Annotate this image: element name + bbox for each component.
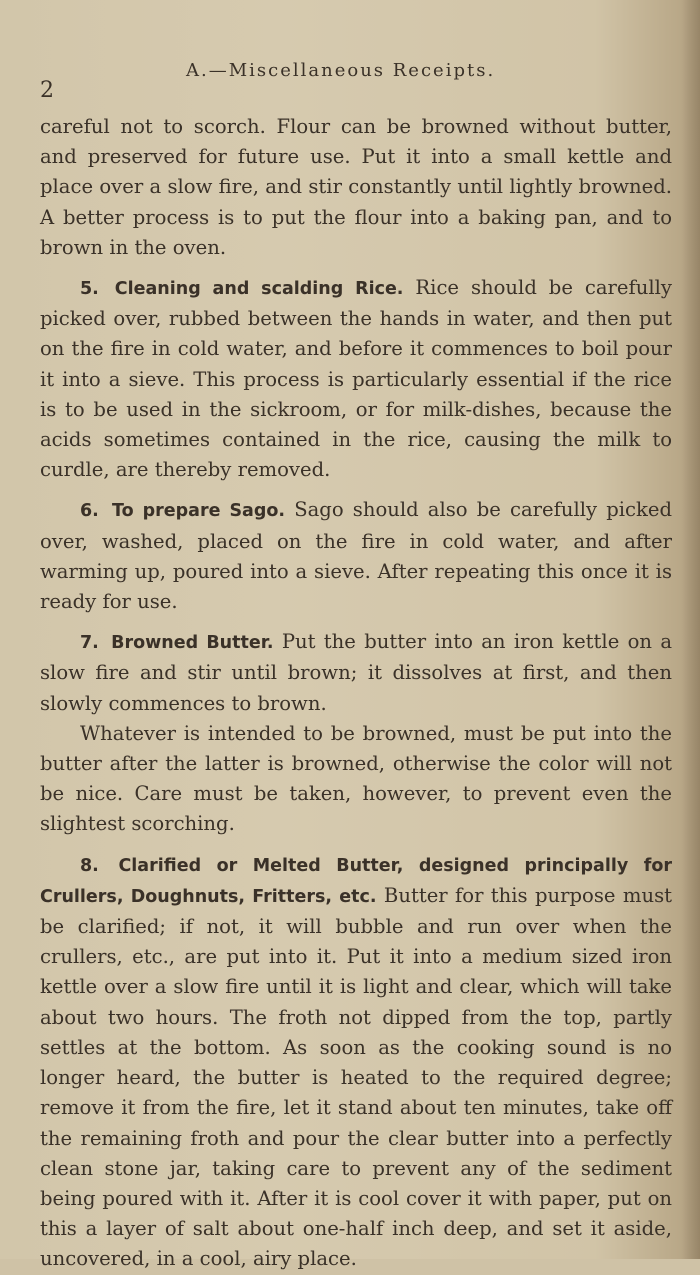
recipe-5-number: 5.: [80, 279, 99, 300]
recipe-5: [40, 273, 672, 485]
recipe-5-heading: Cleaning and scalding Rice.: [114, 279, 404, 300]
intro-paragraph: careful not to scorch. Flour can be browned without butter, and preserved for future use. Put it into a small kettle and place over a slow fire, and stir constantly until lightly browned. A better process is to put the flour into a baking pan, and to brown in the oven.: [40, 115, 672, 259]
recipe-5-text: Rice should be carefully picked over, rubbed between the hands in water, and then put on the fire in cold water, and before it commences to boil pour it into a sieve. This process is particularly essential if the rice is to be used in the sickroom, or for milk-dishes, because the acids sometimes contained in the rice, causing the milk to curdle, are thereby removed.: [40, 276, 672, 482]
recipe-7-text: Put the butter into an iron kettle on a slow fire and stir until brown; it dissolves at first, and then slowly commences to brown.: [40, 630, 672, 715]
recipe-7-continuation: Whatever is intended to be browned, must be put into the butter after the latter is browned, otherwise the color will not be nice. Care must be taken, however, to prevent even the slightest scorching.: [40, 721, 672, 836]
recipe-6-heading: To prepare Sago.: [111, 501, 286, 522]
recipe-8-text: Butter for this purpose must be clarified; if not, it will bubble and run over when the crullers, etc., are put into it. Put it into a medium sized iron kettle over a slow fire until it is light and clear, which will take about two hours. The froth not dipped from the top, partly settles at the bottom. As soon as the cooking sound is no longer heard, the butter is heated to the required degree; remove it from the fire, let it stand about ten minutes, take off the remaining froth and pour the clear butter into a perfectly clean stone jar, taking care to prevent any of the sediment being poured with it. After it is cool cover it with paper, put on this a layer of salt about one-half inch deep, and set it aside, uncovered, in a cool, airy place.: [40, 883, 672, 1271]
page-number: 2: [40, 78, 55, 103]
page-edge-shadow: [682, 0, 700, 1259]
recipe-6-number: 6.: [80, 501, 99, 522]
recipe-7-heading: Browned Butter.: [111, 633, 274, 654]
recipe-6-text: Sago should also be carefully picked over, washed, placed on the fire in cold water, and after warming up, poured into a sieve. After repeating this once it is ready for use.: [40, 498, 673, 614]
recipe-8-number: 8.: [80, 855, 99, 876]
running-header: A.—Miscellaneous Receipts.: [186, 60, 496, 81]
recipe-7: [40, 627, 672, 719]
recipe-7-number: 7.: [80, 633, 99, 654]
recipe-6: [40, 495, 672, 617]
page-body: [40, 112, 672, 1275]
recipe-8: [40, 850, 672, 1275]
recipe-8-heading: Clarified or Melted Butter, designed principally for Crullers, Doughnuts, Fritters, etc.: [40, 855, 672, 907]
